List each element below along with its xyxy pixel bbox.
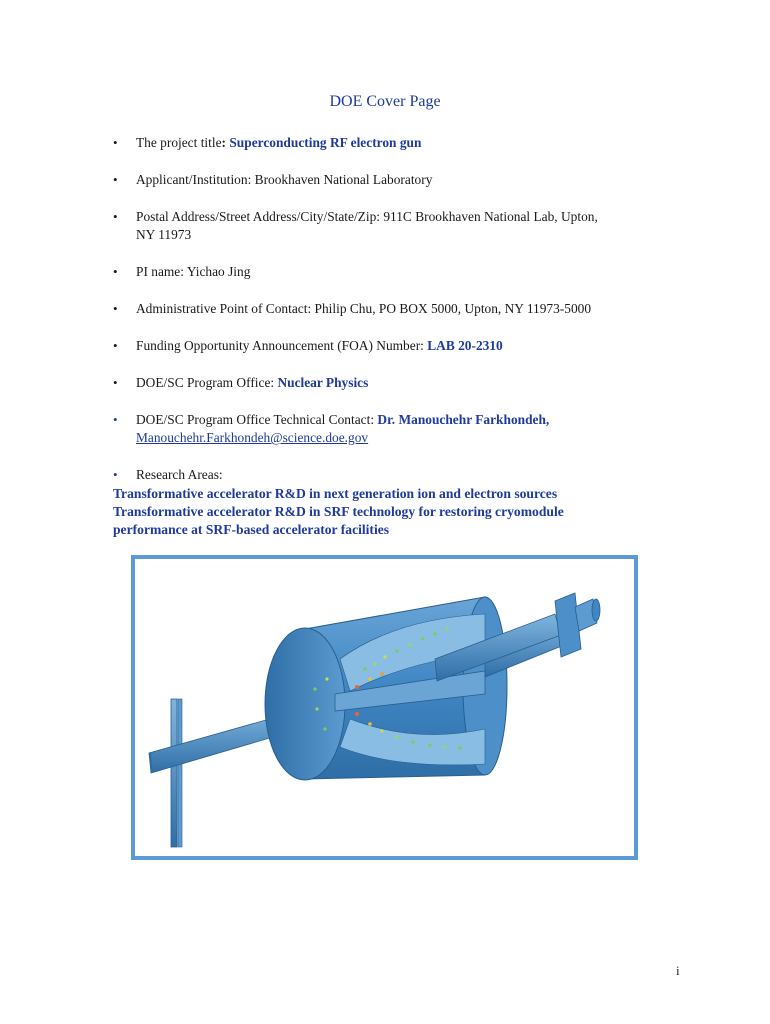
admin-contact-text: Administrative Point of Contact: Philip Chu, PO BOX 5000, Upton, NY 11973-5000 — [136, 301, 592, 316]
vertical-post — [171, 699, 177, 847]
bullet: • — [113, 209, 118, 224]
list-item-program-office — [113, 374, 673, 392]
bullet: • — [113, 338, 118, 353]
bullet: • — [113, 375, 118, 390]
cover-details-list — [113, 134, 673, 484]
technical-contact-label: DOE/SC Program Office Technical Contact: — [136, 412, 378, 427]
list-item-postal-address — [113, 208, 673, 244]
postal-address-line1: Postal Address/Street Address/City/State/Zip: 911C Brookhaven National Lab, Upton, — [136, 209, 598, 224]
bullet: • — [113, 301, 118, 316]
list-item-project-title — [113, 134, 673, 152]
electron-gun-model-illustration — [135, 559, 634, 856]
technical-contact-email-link[interactable]: Manouchehr.Farkhondeh@science.doe.gov — [136, 430, 369, 445]
cavity-front-cap — [265, 628, 345, 780]
electron-gun-figure — [131, 555, 638, 860]
page-title: DOE Cover Page — [329, 93, 441, 110]
technical-contact-name: Dr. Manouchehr Farkhondeh, — [377, 412, 550, 427]
list-item-foa-number — [113, 337, 673, 355]
research-areas-label: Research Areas: — [136, 467, 223, 482]
list-item-technical-contact — [113, 411, 673, 447]
bullet: • — [113, 135, 118, 150]
list-item-pi-name — [113, 263, 673, 281]
program-office-value: Nuclear Physics — [277, 375, 369, 390]
applicant-text: Applicant/Institution: Brookhaven National Laboratory — [136, 172, 433, 187]
bullet: • — [113, 264, 118, 279]
foa-label: Funding Opportunity Announcement (FOA) Number: — [136, 338, 428, 353]
bullet: • — [113, 172, 118, 187]
page-number: i — [676, 963, 680, 978]
pi-name-text: PI name: Yichao Jing — [136, 264, 251, 279]
research-area-line-3: performance at SRF-based accelerator facilities — [113, 522, 390, 537]
postal-address-line2: NY 11973 — [136, 227, 192, 242]
project-title-colon: : — [221, 135, 226, 150]
research-area-line-2: Transformative accelerator R&D in SRF technology for restoring cryomodule — [113, 504, 564, 519]
research-area-line-1: Transformative accelerator R&D in next generation ion and electron sources — [113, 486, 558, 501]
project-title-label: The project title — [136, 135, 222, 150]
program-office-label: DOE/SC Program Office: — [136, 375, 278, 390]
research-areas-text — [113, 485, 673, 539]
foa-value: LAB 20-2310 — [427, 338, 503, 353]
list-item-admin-contact — [113, 300, 673, 318]
bullet: • — [113, 467, 118, 482]
list-item-research-areas — [113, 466, 673, 484]
vertical-post-edge — [178, 699, 182, 847]
right-flange-end — [592, 599, 600, 621]
bullet: • — [113, 412, 118, 427]
list-item-applicant — [113, 171, 673, 189]
project-title-value: Superconducting RF electron gun — [229, 135, 422, 150]
